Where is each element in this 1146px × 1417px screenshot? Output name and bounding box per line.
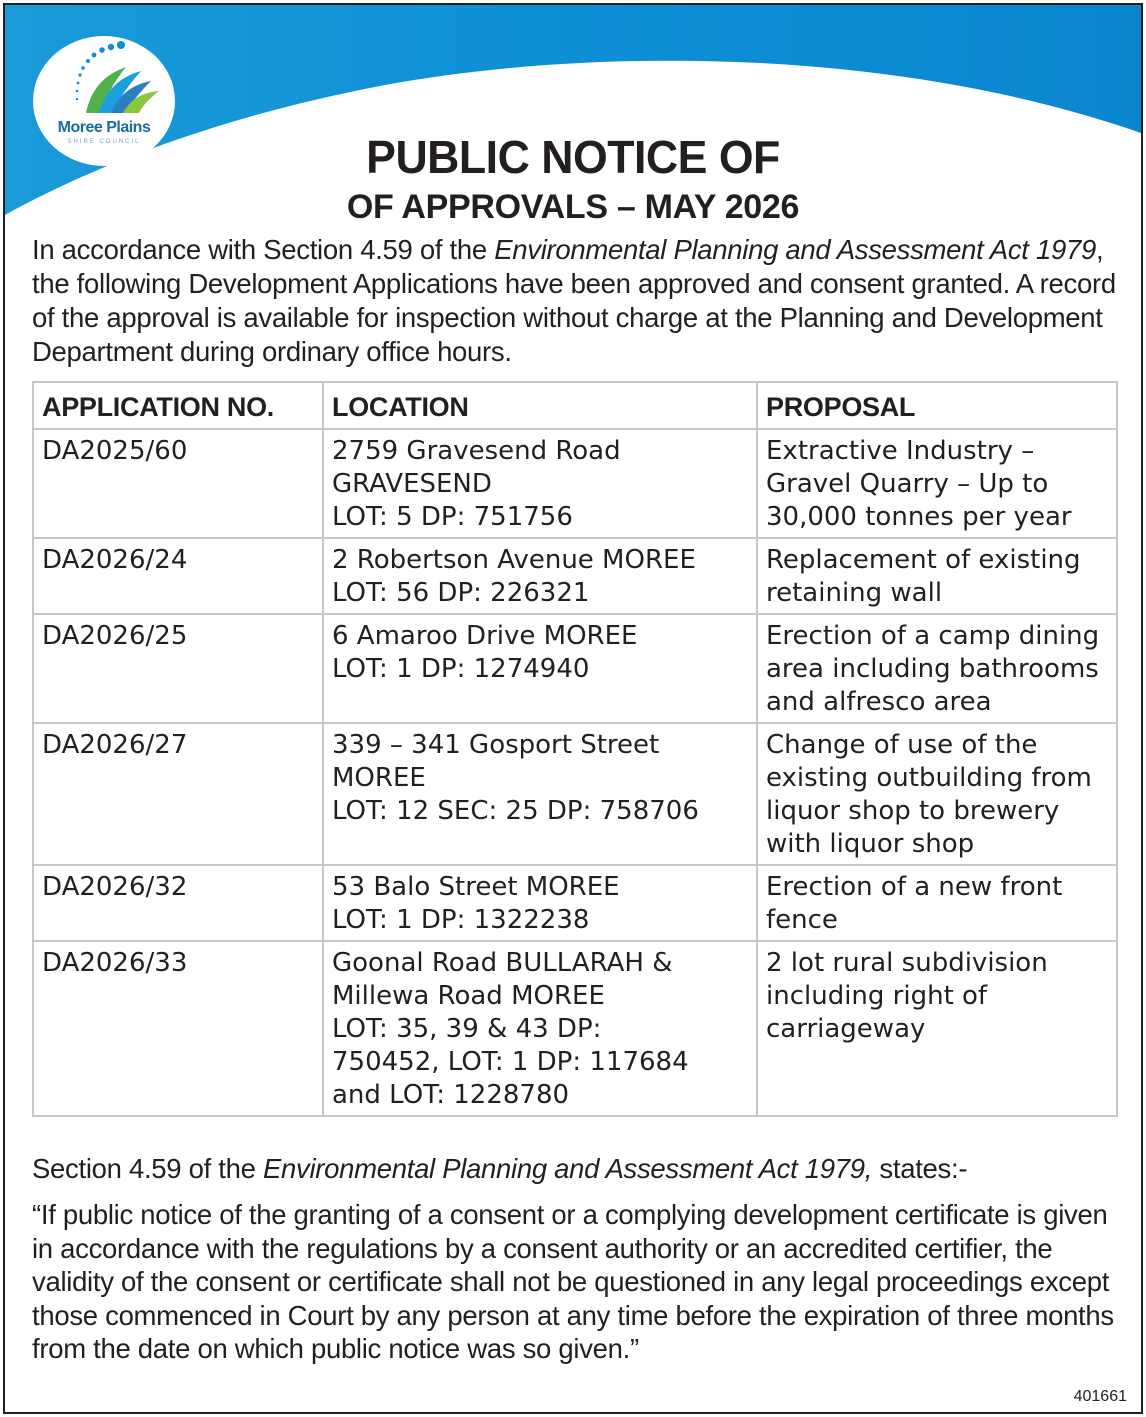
proposal-cell (757, 723, 1117, 865)
proposal-line: liquor shop to brewery (766, 796, 1060, 826)
header-location: LOCATION (323, 382, 757, 429)
location-line: and LOT: 1228780 (332, 1080, 570, 1110)
table-row (33, 429, 1117, 538)
location-line: LOT: 56 DP: 226321 (332, 578, 590, 608)
proposal-line: and alfresco area (766, 687, 992, 717)
proposal-line: Gravel Quarry – Up to (766, 469, 1049, 499)
section-text-2: states:- (872, 1153, 968, 1184)
intro-text-2: , the following Development Applications have been approved and consent granted. A record of the approval is available for inspection without charge at the Planning and Development Department during ordinary office hours. (32, 234, 1116, 367)
logo-tagline: SHIRE COUNCIL (67, 139, 141, 145)
proposal-cell (757, 865, 1117, 941)
public-notice (3, 3, 1143, 1414)
application-no-cell: DA2026/24 (33, 538, 323, 614)
location-line: 750452, LOT: 1 DP: 117684 (332, 1047, 689, 1077)
location-cell (323, 865, 757, 941)
proposal-line: 2 lot rural subdivision (766, 948, 1048, 978)
proposal-line: 30,000 tonnes per year (766, 502, 1072, 532)
location-line: LOT: 1 DP: 1322238 (332, 905, 590, 935)
notice-subtitle: OF APPROVALS – MAY 2026 (346, 188, 800, 226)
legislation-quote: “If public notice of the granting of a consent or a complying development certificate is given in accordance with the regulations by a consent authority or an accredited certifier, the validity of the consent or certificate shall not be questioned in any legal proceedings except those commenced in Court by any person at any time before the expiration of three months from the date on which public notice was so given.” (32, 1199, 1114, 1364)
proposal-line: Erection of a new front (766, 872, 1063, 902)
location-cell (323, 429, 757, 538)
location-line: 2759 Gravesend Road (332, 436, 621, 466)
header-proposal: PROPOSAL (757, 382, 1117, 429)
location-line: MOREE (332, 763, 426, 793)
application-no-cell: DA2026/25 (33, 614, 323, 723)
location-cell (323, 538, 757, 614)
location-cell (323, 723, 757, 865)
location-line: 53 Balo Street MOREE (332, 872, 620, 902)
location-line: GRAVESEND (332, 469, 492, 499)
intro-act-name: Environmental Planning and Assessment Act 1979 (494, 234, 1096, 265)
table-row (33, 538, 1117, 614)
notice-title: PUBLIC NOTICE OF (366, 131, 780, 183)
location-line: LOT: 1 DP: 1274940 (332, 654, 590, 684)
location-line: Millewa Road MOREE (332, 981, 605, 1011)
location-cell (323, 941, 757, 1116)
application-no-cell: DA2025/60 (33, 429, 323, 538)
location-line: LOT: 35, 39 & 43 DP: (332, 1014, 602, 1044)
proposal-cell (757, 429, 1117, 538)
proposal-line: area including bathrooms (766, 654, 1099, 684)
proposal-line: retaining wall (766, 578, 943, 608)
header-application-no: APPLICATION NO. (33, 382, 323, 429)
location-line: 339 – 341 Gosport Street (332, 730, 660, 760)
proposal-line: Replacement of existing (766, 545, 1081, 575)
proposal-cell (757, 538, 1117, 614)
table-row (33, 941, 1117, 1116)
location-cell (323, 614, 757, 723)
proposal-line: Change of use of the (766, 730, 1038, 760)
application-no-cell: DA2026/27 (33, 723, 323, 865)
proposal-line: Erection of a camp dining (766, 621, 1100, 651)
location-line: 2 Robertson Avenue MOREE (332, 545, 696, 575)
proposal-line: Extractive Industry – (766, 436, 1035, 466)
proposal-line: fence (766, 905, 838, 935)
intro-text-1: In accordance with Section 4.59 of the (32, 234, 495, 265)
location-line: Goonal Road BULLARAH & (332, 948, 673, 978)
section-statement (32, 1152, 1122, 1186)
proposal-line: existing outbuilding from (766, 763, 1092, 793)
intro-paragraph (32, 233, 1122, 369)
table-row (33, 614, 1117, 723)
logo-name: Moree Plains (57, 119, 151, 136)
location-line: 6 Amaroo Drive MOREE (332, 621, 638, 651)
approvals-table (32, 381, 1118, 1117)
section-act-name: Environmental Planning and Assessment Act 1979, (262, 1153, 873, 1184)
location-line: LOT: 12 SEC: 25 DP: 758706 (332, 796, 699, 826)
reference-number: 401661 (1073, 1388, 1127, 1405)
proposal-line: with liquor shop (766, 829, 975, 859)
proposal-cell (757, 614, 1117, 723)
table-row (33, 723, 1117, 865)
proposal-cell (757, 941, 1117, 1116)
proposal-line: including right of (766, 981, 988, 1011)
table-row (33, 865, 1117, 941)
table-body (33, 429, 1117, 1116)
location-line: LOT: 5 DP: 751756 (332, 502, 573, 532)
application-no-cell: DA2026/32 (33, 865, 323, 941)
proposal-line: carriageway (766, 1014, 926, 1044)
section-text-1: Section 4.59 of the (32, 1153, 263, 1184)
table-header-row (33, 382, 1117, 429)
application-no-cell: DA2026/33 (33, 941, 323, 1116)
